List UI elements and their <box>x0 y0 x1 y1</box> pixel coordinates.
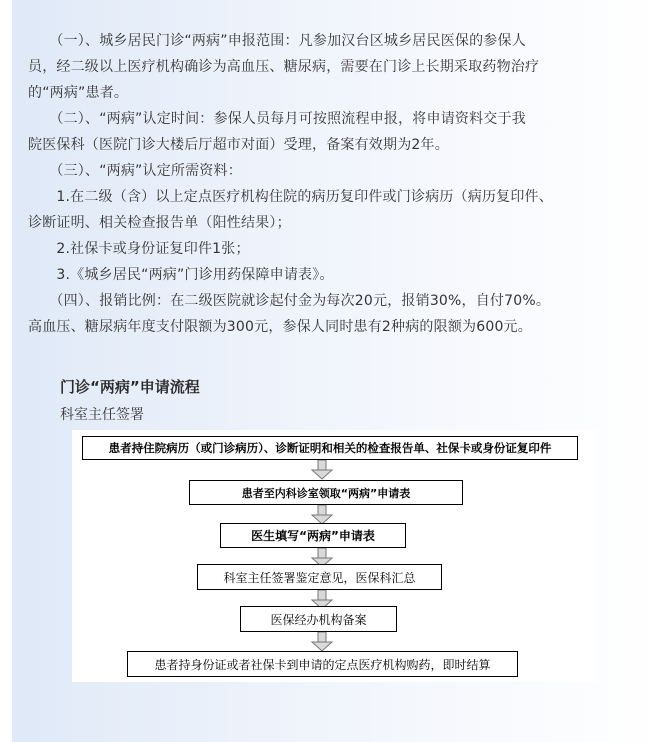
text-line: 2.社保卡或身份证复印件1张； <box>28 241 250 257</box>
flow-subtitle: 科室主任签署 <box>60 407 144 423</box>
text-line: （四）、报销比例：在二级医院就诊起付金为每次20元，报销30%，自付70%。 <box>28 293 551 309</box>
text-line: 的“两病”患者。 <box>28 85 129 101</box>
flow-step-6: 患者持身份证或者社保卡到申请的定点医疗机构购药，即时结算 <box>127 651 518 677</box>
text-line: 1.在二级（含）以上定点医疗机构住院的病历复印件或门诊病历（病历复印件、 <box>28 189 553 205</box>
paragraph-time <box>28 106 640 158</box>
arrow-down-icon <box>312 460 332 479</box>
text-line: 3.《城乡居民“两病”门诊用药保障申请表》。 <box>28 267 334 283</box>
flow-arrows <box>72 430 596 682</box>
text-line: （二）、“两病”认定时间：参保人员每月可按照流程申报，将申请资料交于我 <box>28 111 526 127</box>
text-line: 院医保科（医院门诊大楼后厅超市对面）受理，备案有效期为2年。 <box>28 137 449 153</box>
arrow-down-icon <box>312 505 332 524</box>
arrow-down-icon <box>312 632 332 651</box>
flow-step-4: 科室主任签署鉴定意见，医保科汇总 <box>197 564 442 590</box>
paragraph-reimbursement <box>28 288 640 340</box>
text-line: （一）、城乡居民门诊“两病”申报范围：凡参加汉台区城乡居民医保的参保人 <box>28 33 526 49</box>
paragraph-materials <box>28 158 640 288</box>
text-line: 诊断证明、相关检查报告单（阳性结果）； <box>28 215 291 231</box>
flow-step-1: 患者持住院病历（或门诊病历）、诊断证明和相关的检查报告单、社保卡或身份证复印件 <box>82 436 578 460</box>
text-line: 员，经二级以上医疗机构确诊为高血压、糖尿病，需要在门诊上长期采取药物治疗 <box>28 59 540 75</box>
flowchart <box>72 430 596 682</box>
text-line: （三）、“两病”认定所需资料： <box>28 163 242 179</box>
flow-step-3: 医生填写“两病”申请表 <box>220 523 406 548</box>
flow-step-5: 医保经办机构备案 <box>240 606 397 632</box>
flow-step-2: 患者至内科诊室领取“两病”申请表 <box>189 480 463 505</box>
flow-title: 门诊“两病”申请流程 <box>60 378 200 396</box>
paragraph-scope <box>28 28 640 106</box>
text-line: 高血压、糖尿病年度支付限额为300元，参保人同时患有2种病的限额为600元。 <box>28 319 532 335</box>
